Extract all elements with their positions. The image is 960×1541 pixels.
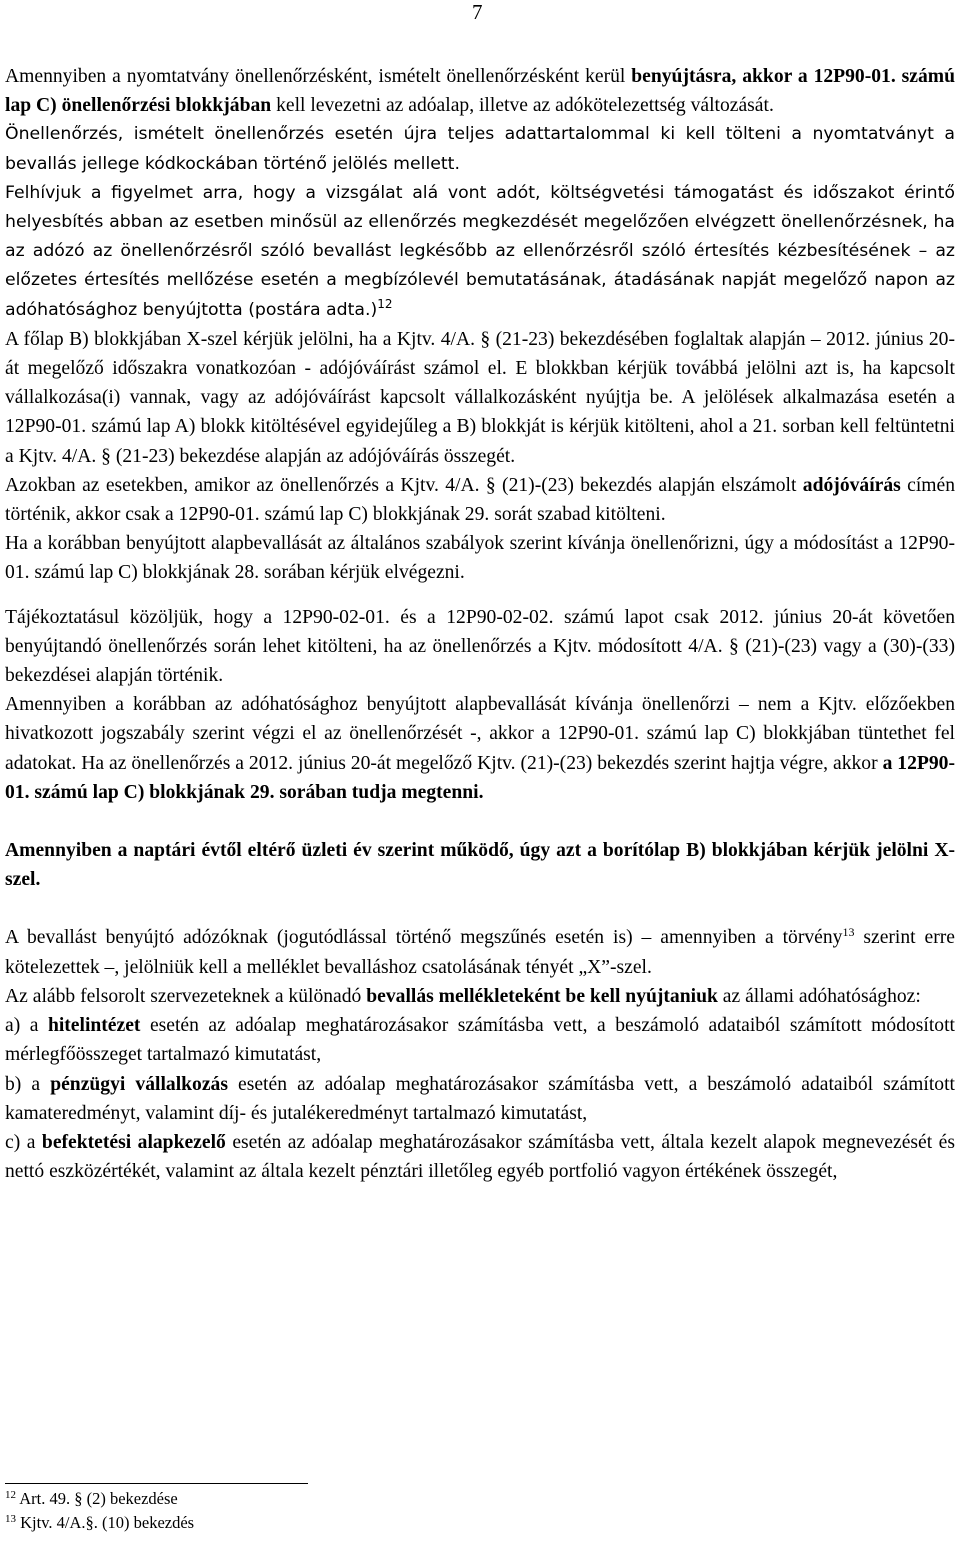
- footnote-text: Art. 49. § (2) bekezdése: [16, 1489, 178, 1508]
- text: Az alább felsorolt szervezeteknek a különadó: [5, 985, 367, 1007]
- page-number: 7: [472, 0, 483, 24]
- bold-text: hitelintézet: [47, 1015, 141, 1037]
- paragraph-general-rules: Ha a korábban benyújtott alapbevallását az általános szabályok szerint kívánja önellenőrizni, úgy a módosítást a 12P90-01. számú lap C) blokkjának 28. sorában kérjük elvégezni.: [5, 533, 955, 584]
- bold-text: Amennyiben a naptári évtől eltérő üzleti év szerint működő, úgy azt a borítólap B) blokkjában kérjük jelölni X-szel.: [5, 840, 955, 891]
- text: Felhívjuk a figyelmet arra, hogy a vizsgálat alá vont adót, költségvetési támogatást és időszakot érintő helyesbítés abban az esetben minősül az ellenőrzés megkezdését megelőzően elvégzett önellenőrzésnek, ha az adózó az önellenőrzésről szóló bevallást legkésőbb az ellenőrzésről szóló értesítés kézbesítésének – az előzetes értesítés mellőzése esetén a megbízólevél bemutatásának, átadásának napját megelőző napon az adóhatósághoz benyújtotta (postára adta.): [5, 182, 955, 320]
- text: szerint erre kötelezettek –, jelölniük kell a melléklet bevalláshoz csatolásának tényét „X”-szel.: [5, 927, 955, 978]
- footnote: [5, 1511, 905, 1535]
- paragraph-business-year: [5, 836, 955, 894]
- paragraph-earlier-return: [5, 690, 955, 807]
- paragraph-attention: [5, 179, 955, 325]
- footnote-number: 13: [5, 1513, 16, 1525]
- paragraph-self-check: Önellenőrzés, ismételt önellenőrzés esetén újra teljes adattartalommal ki kell tölteni a nyomtatványt a bevallás jellege kódkockában történő jelölés mellett.: [5, 124, 955, 174]
- footnote-ref-13: 13: [842, 925, 855, 940]
- list-item: [5, 1128, 955, 1186]
- bold-text: a 12P90-01. számú lap C) blokkjának 29. sorában tudja megtenni.: [5, 752, 955, 803]
- document-body: [5, 62, 955, 1186]
- bold-text: befektetési alapkezelő: [41, 1131, 226, 1153]
- list-item: [5, 1070, 955, 1128]
- paragraph-tax-credit: [5, 471, 955, 529]
- paragraph-main-sheet: A főlap B) blokkjában X-szel kérjük jelölni, ha a Kjtv. 4/A. § (21-23) bekezdésében foglaltak alapján – 2012. június 20-át megelőző időszakra vonatkozóan - adójóváírást számol el. E blokkban kérjük továbbá jelölni azt is, ha kapcsolt vállalkozása(i) vannak, vagy az adójóváírást kapcsolt vállalkozásként nyújtja be. A jelölések alkalmazása esetén a 12P90-01. számú lap A) blokk kitöltésével egyidejűleg a B) blokkját is kérjük kitölteni, ahol a 21. sorban kell feltüntetni a Kjtv. 4/A. § (21-23) bekezdése alapján az adójóváírás összegét.: [5, 328, 955, 467]
- spacer: [5, 588, 955, 603]
- list-item: [5, 1011, 955, 1069]
- list-prefix: b) a: [5, 1073, 51, 1095]
- bold-text: benyújtásra, akkor a 12P90-01. számú lap C) önellenőrzési blokkjában: [5, 66, 955, 117]
- paragraph-submission: [5, 62, 955, 120]
- text: Azokban az esetekben, amikor az önellenőrzés a Kjtv. 4/A. § (21)-(23) bekezdés alapján elszámolt: [5, 474, 803, 496]
- text: az állami adóhatósághoz:: [717, 985, 921, 1007]
- footnotes: [5, 1487, 905, 1535]
- footnote-separator: [5, 1483, 308, 1484]
- text: címén történik, akkor csak a 12P90-01. számú lap C) blokkjának 29. sorát szabad kitölteni.: [5, 474, 956, 526]
- footnote: [5, 1487, 905, 1511]
- bold-text: pénzügyi vállalkozás: [50, 1073, 228, 1095]
- list-prefix: a) a: [5, 1015, 48, 1037]
- text: A bevallást benyújtó adózóknak (jogutódlással történő megszűnés esetén is) – amennyiben a törvény: [5, 927, 843, 949]
- spacer: [5, 807, 955, 836]
- text: esetén az adóalap meghatározásakor számításba vett, a beszámoló adataiból számított módosított mérlegfőösszeget tartalmazó kimutatást,: [5, 1015, 955, 1066]
- paragraph-attachment: [5, 923, 955, 981]
- text: esetén az adóalap meghatározásakor számításba vett, a beszámoló adataiból számított kamateredményt, valamint díj- és jutalékeredményt tartalmazó kimutatást,: [5, 1073, 955, 1124]
- text: Amennyiben a nyomtatvány önellenőrzésként, ismételt önellenőrzésként kerül: [5, 66, 632, 87]
- text: kell levezetni az adóalap, illetve az adókötelezettség változását.: [271, 95, 774, 117]
- paragraph-organizations: [5, 982, 955, 1011]
- bold-text: bevallás mellékleteként be kell nyújtaniuk: [366, 985, 718, 1007]
- text: esetén az adóalap meghatározásakor számításba vett, általa kezelt alapok megnevezését és nettó eszközértékét, valamint az általa kezelt pénztári illetőleg egyéb portfolió vagyon értékének összegét,: [5, 1131, 955, 1183]
- list-prefix: c) a: [5, 1131, 42, 1153]
- text: Amennyiben a korábban az adóhatósághoz benyújtott alapbevallását kívánja önellenőrzi – nem a Kjtv. előzőekben hivatkozott jogszabály szerint végzi el az önellenőrzését -, akkor a 12P90-01. számú lap C) blokkjában tüntethet fel adatokat. Ha az önellenőrzés a 2012. június 20-át megelőző Kjtv. (21)-(23) bekezdés szerint hajtja végre, akkor: [5, 694, 955, 774]
- footnote-number: 12: [5, 1489, 16, 1501]
- paragraph-information: Tájékoztatásul közöljük, hogy a 12P90-02-01. és a 12P90-02-02. számú lapot csak 2012. június 20-át követően benyújtandó önellenőrzés során lehet kitölteni, ha az önellenőrzés a Kjtv. módosított 4/A. § (21)-(23) vagy a (30)-(33) bekezdései alapján történik.: [5, 606, 955, 687]
- footnote-text: Kjtv. 4/A.§. (10) bekezdés: [16, 1513, 195, 1532]
- spacer: [5, 894, 955, 923]
- bold-text: adójóváírás: [802, 474, 901, 496]
- footnote-ref-12: 12: [377, 296, 393, 311]
